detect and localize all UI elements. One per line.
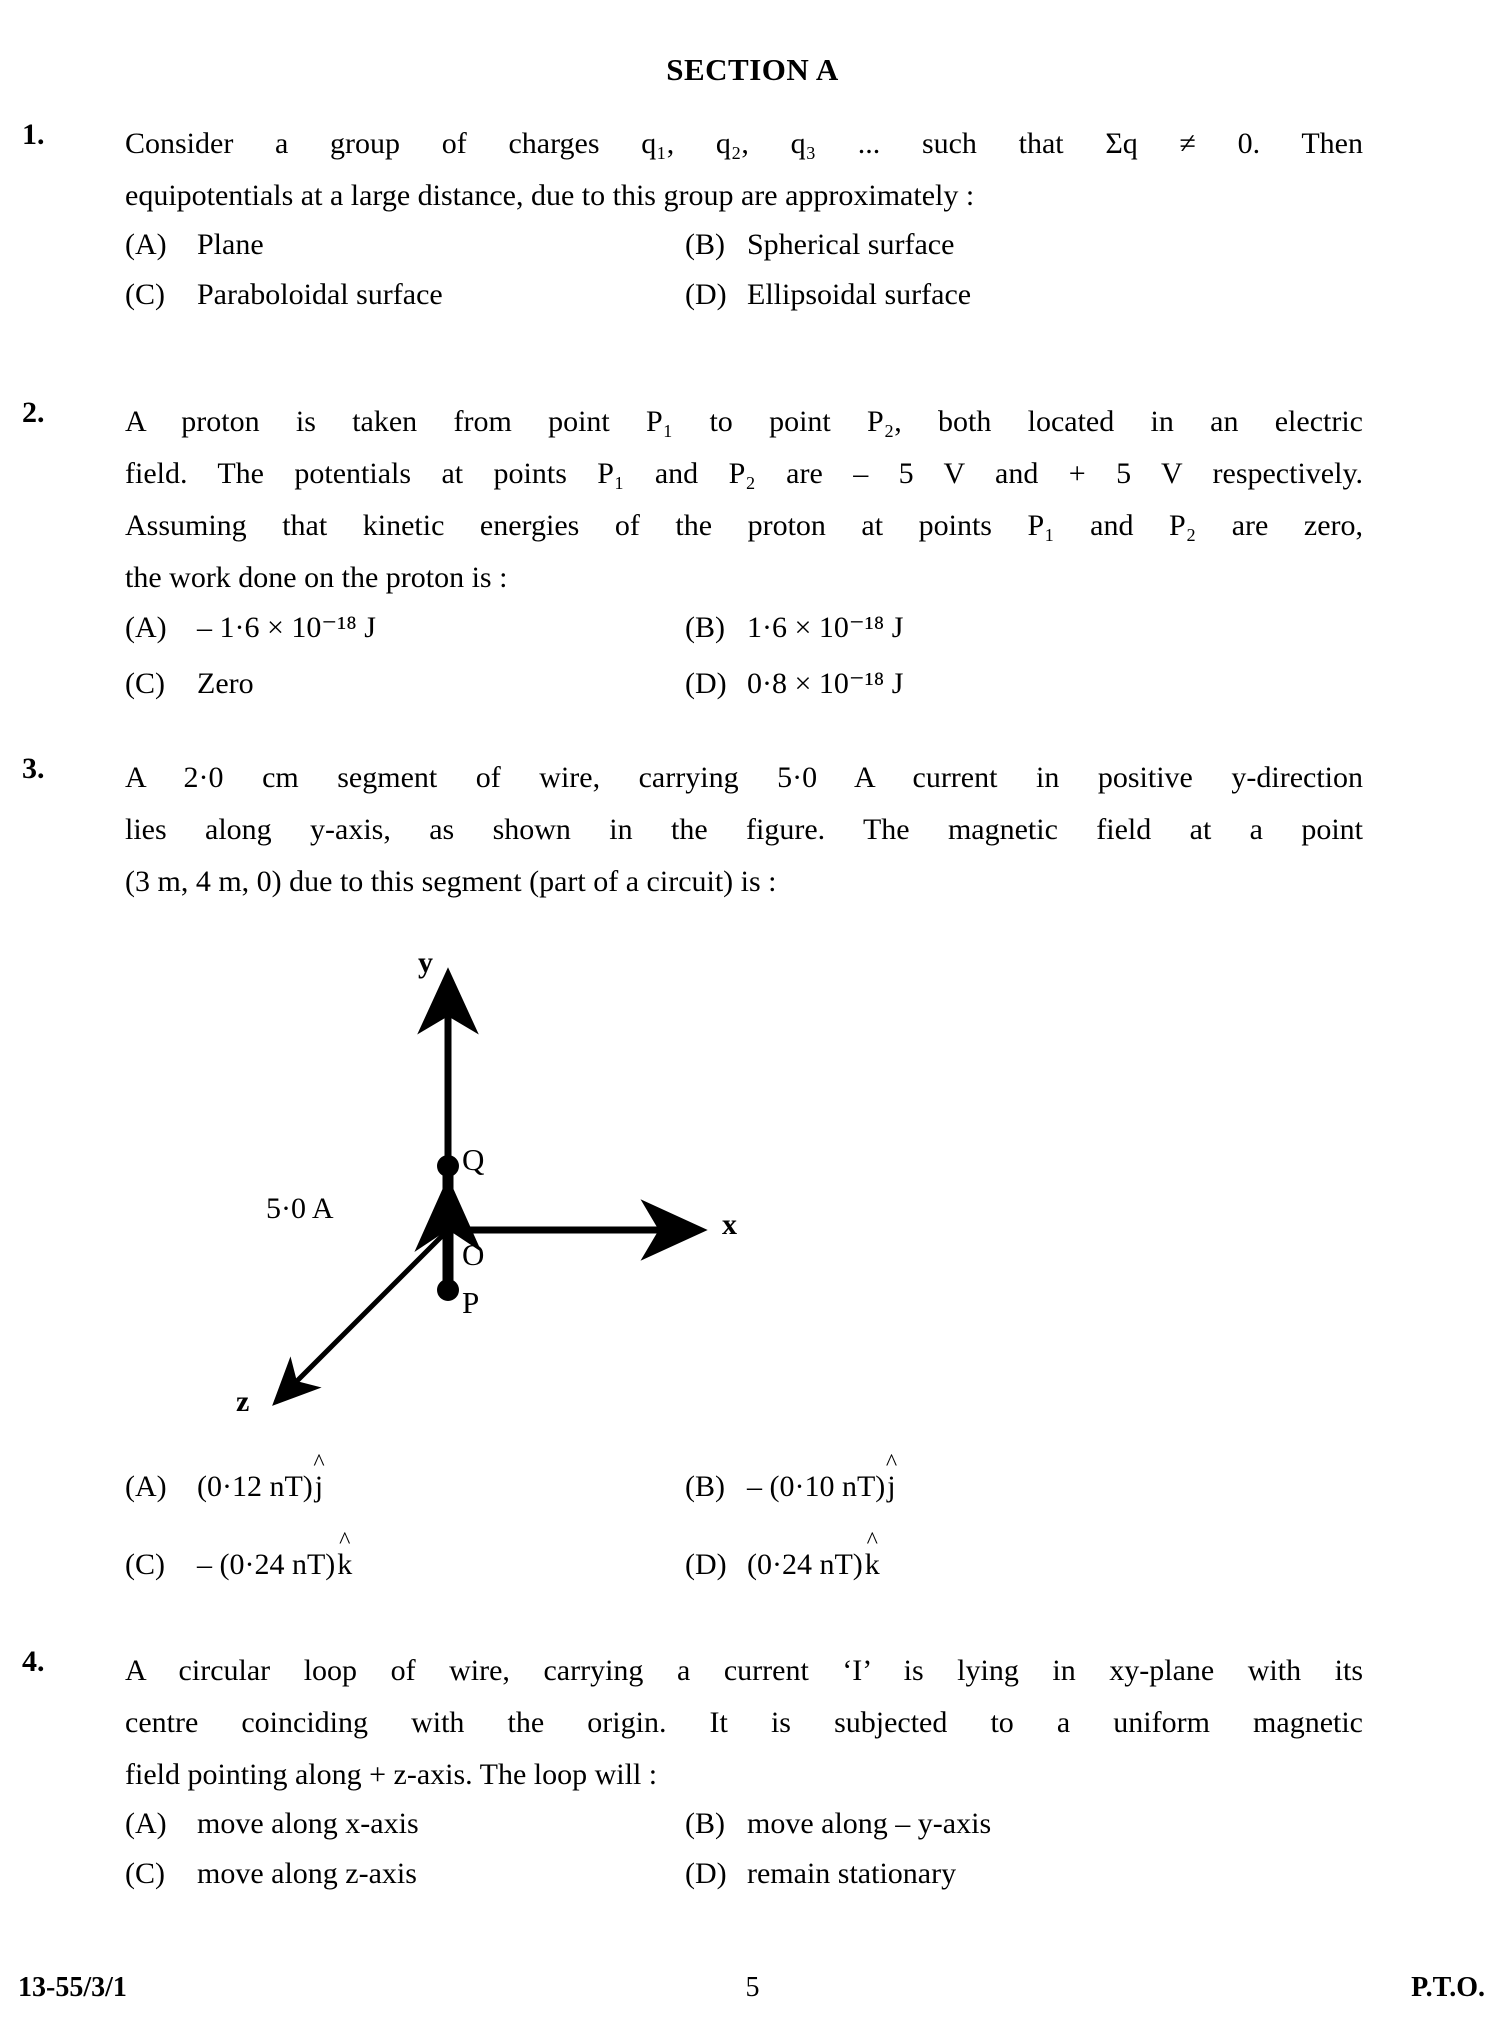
unit-vector-j-icon (313, 1450, 325, 1504)
question-4-line-3: field pointing along + z-axis. The loop will : (125, 1758, 658, 1791)
question-3-options (125, 1450, 1363, 1626)
option-tag: (A) (125, 611, 167, 644)
current-magnitude-label: 5·0 A (266, 1192, 334, 1225)
option-tag: (C) (125, 1857, 165, 1890)
unit-vector-letter: j (887, 1470, 896, 1503)
option-tag: (A) (125, 1470, 167, 1503)
option-4-c[interactable] (125, 1857, 685, 1891)
question-2-line-4: the work done on the proton is : (125, 561, 508, 594)
paper-code: 13-55/3/1 (18, 1972, 127, 2003)
option-text: move along – y-axis (747, 1807, 992, 1840)
option-text: Ellipsoidal surface (747, 278, 972, 311)
option-text: (0·24 nT) (747, 1548, 863, 1581)
point-p-label: P (462, 1285, 480, 1320)
hat-caret-icon: ^ (866, 1528, 878, 1555)
option-tag: (D) (685, 278, 727, 311)
option-text: (0·12 nT) (197, 1470, 313, 1503)
option-tag: (B) (685, 1470, 725, 1503)
question-1 (22, 118, 1482, 328)
question-2-number: 2. (22, 396, 45, 429)
question-2-line-2: field. The potentials at points P₁ and P₂ are – 5 V and + 5 V respectively. (125, 457, 1363, 490)
option-2-c[interactable] (125, 667, 685, 701)
option-3-a[interactable] (125, 1450, 685, 1504)
y-axis-label: y (418, 946, 433, 979)
option-row (125, 610, 1363, 666)
option-1-d[interactable] (685, 278, 1305, 312)
question-4 (22, 1645, 1482, 1907)
option-text: move along z-axis (197, 1857, 417, 1890)
question-4-body (125, 1645, 1363, 1907)
option-text: Plane (197, 228, 264, 261)
point-q-label: Q (462, 1142, 485, 1177)
question-2-body (125, 396, 1363, 722)
question-3-line-1: A 2·0 cm segment of wire, carrying 5·0 A current in positive y-direction (125, 761, 1363, 794)
unit-vector-j-icon (885, 1450, 898, 1504)
option-3-c[interactable] (125, 1528, 685, 1582)
page-footer (0, 1972, 1505, 2012)
question-3-line-3: (3 m, 4 m, 0) due to this segment (part of a circuit) is : (125, 865, 777, 898)
option-3-d[interactable] (685, 1528, 1305, 1582)
option-4-a[interactable] (125, 1807, 685, 1841)
question-4-line-1: A circular loop of wire, carrying a current ‘I’ is lying in xy-plane with its (125, 1654, 1363, 1687)
point-q-dot (437, 1155, 459, 1177)
option-tag: (D) (685, 1857, 727, 1890)
unit-vector-letter: j (314, 1470, 324, 1503)
hat-caret-icon: ^ (885, 1450, 898, 1477)
option-row (125, 1450, 1363, 1548)
question-2-options (125, 610, 1363, 722)
question-1-line-1: Consider a group of charges q₁, q₂, q₃ ... such that Σq ≠ 0. Then (125, 127, 1363, 160)
option-text: – (0·10 nT) (747, 1470, 886, 1503)
option-tag: (A) (125, 1807, 167, 1840)
hat-caret-icon: ^ (313, 1450, 325, 1477)
option-text: Zero (197, 667, 254, 700)
option-row (125, 1857, 1363, 1907)
option-row (125, 278, 1363, 328)
z-axis-line (276, 1230, 448, 1402)
question-1-line-2: equipotentials at a large distance, due to this group are approximately : (125, 179, 975, 212)
option-2-a[interactable] (125, 610, 685, 645)
question-4-line-2: centre coinciding with the origin. It is subjected to a uniform magnetic (125, 1706, 1363, 1739)
option-text: 0·8 × 10⁻¹⁸ J (747, 667, 904, 700)
option-text: – (0·24 nT) (197, 1548, 336, 1581)
option-1-c[interactable] (125, 278, 685, 312)
option-text: 1·6 × 10⁻¹⁸ J (747, 611, 904, 644)
option-row (125, 666, 1363, 722)
question-1-options (125, 228, 1363, 328)
option-tag: (C) (125, 1548, 165, 1581)
question-2-line-3: Assuming that kinetic energies of the proton at points P₁ and P₂ are zero, (125, 509, 1363, 542)
option-3-b[interactable] (685, 1450, 1305, 1504)
option-tag: (D) (685, 1548, 727, 1581)
option-4-d[interactable] (685, 1857, 1305, 1891)
unit-vector-k-icon (863, 1528, 882, 1582)
point-p-dot (437, 1279, 459, 1301)
question-3-line-2: lies along y-axis, as shown in the figure. The magnetic field at a point (125, 813, 1363, 846)
option-2-d[interactable] (685, 666, 1305, 701)
page-number: 5 (745, 1972, 760, 2003)
x-axis-label: x (722, 1208, 737, 1241)
option-tag: (C) (125, 278, 165, 311)
question-1-body (125, 118, 1363, 328)
question-3-options-block (22, 1450, 1482, 1626)
question-1-number: 1. (22, 118, 45, 151)
section-heading: SECTION A (666, 52, 839, 87)
axes-svg (0, 930, 1505, 1440)
option-tag: (C) (125, 667, 165, 700)
pto-label: P.T.O. (1411, 1972, 1485, 2003)
option-tag: (B) (685, 611, 725, 644)
unit-vector-k-icon (335, 1528, 354, 1582)
option-tag: (B) (685, 1807, 725, 1840)
option-text: – 1·6 × 10⁻¹⁸ J (197, 611, 376, 644)
unit-vector-letter: k (337, 1548, 353, 1581)
question-2 (22, 396, 1482, 722)
option-row (125, 1807, 1363, 1857)
option-text: remain stationary (747, 1857, 957, 1890)
question-2-line-1: A proton is taken from point P₁ to point P₂, both located in an electric (125, 405, 1363, 438)
option-text: Paraboloidal surface (197, 278, 443, 311)
question-4-number: 4. (22, 1645, 45, 1678)
origin-label: O (462, 1237, 485, 1272)
magnetic-field-diagram (0, 930, 1505, 1440)
option-1-a[interactable] (125, 228, 685, 262)
option-4-b[interactable] (685, 1807, 1305, 1841)
option-1-b[interactable] (685, 228, 1305, 262)
hat-caret-icon: ^ (339, 1528, 351, 1555)
option-tag: (A) (125, 228, 167, 261)
option-text: Spherical surface (747, 228, 955, 261)
option-tag: (B) (685, 228, 725, 261)
option-2-b[interactable] (685, 610, 1305, 645)
question-3-number: 3. (22, 752, 45, 785)
option-text: move along x-axis (197, 1807, 419, 1840)
option-row (125, 1528, 1363, 1626)
option-tag: (D) (685, 667, 727, 700)
question-3 (22, 752, 1482, 908)
z-axis-label: z (236, 1385, 250, 1418)
unit-vector-letter: k (864, 1548, 880, 1581)
question-4-options (125, 1807, 1363, 1907)
option-row (125, 228, 1363, 278)
question-3-body (125, 752, 1363, 908)
